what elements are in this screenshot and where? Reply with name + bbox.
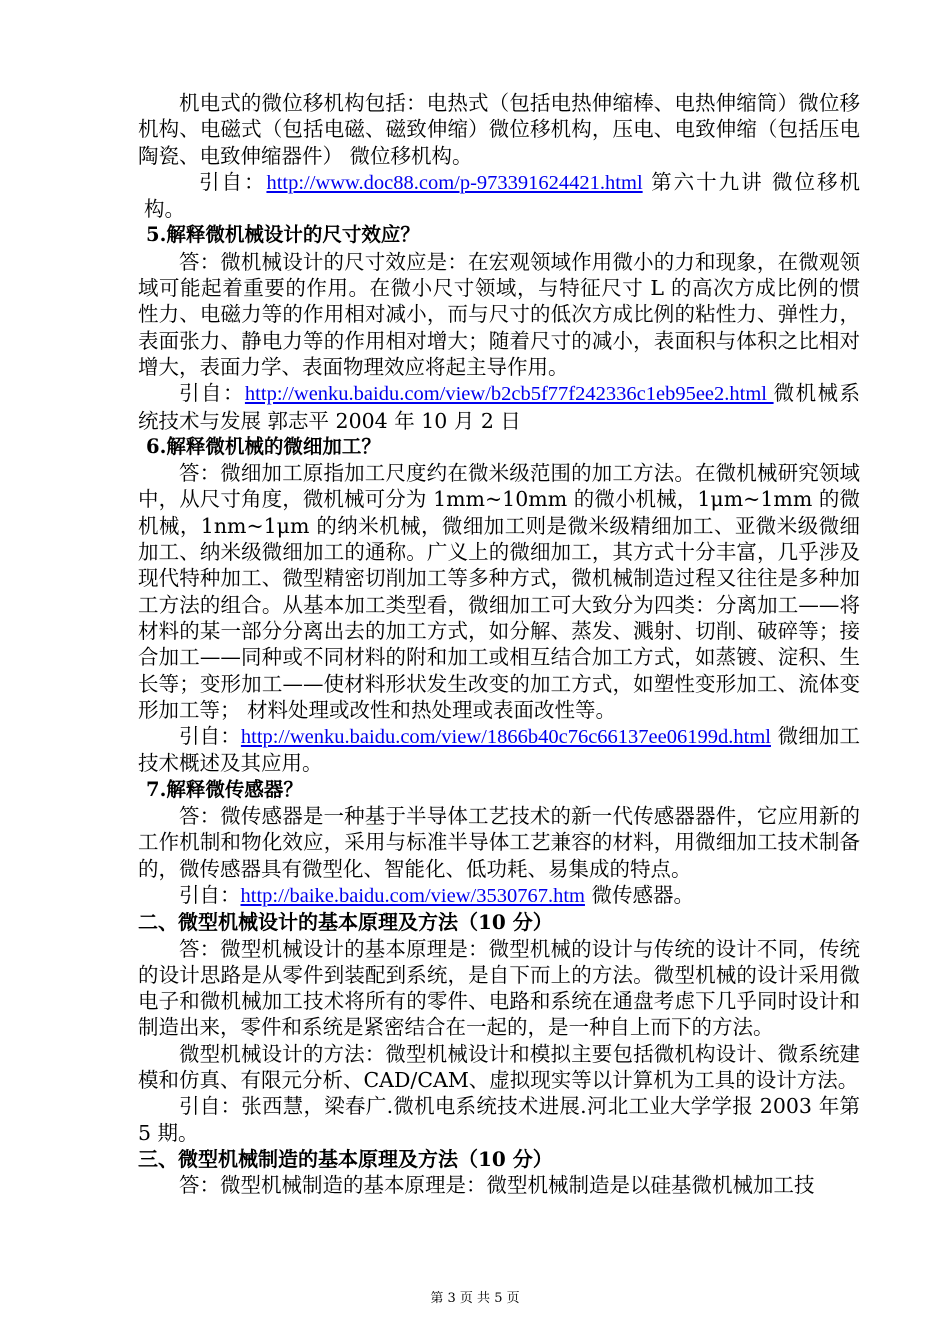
document-body <box>138 90 860 1198</box>
citation-2-source: 微机械系统技术与发展 郭志平 2004 年 10 月 2 日 <box>138 381 861 433</box>
citation-1-source: 第六十九讲 微位移机构。 <box>144 169 860 222</box>
citation-1-prefix: 引自： <box>199 169 267 194</box>
citation-2-link[interactable]: http://wenku.baidu.com/view/b2cb5f77f242336c1eb95ee2.html <box>244 383 774 406</box>
question-5-heading: 5.解释微机械设计的尺寸效应？ <box>146 223 420 247</box>
answer-6: 答：微细加工原指加工尺度约在微米级范围的加工方法。在微机械研究领域中，从尺寸角度，微机械可分为 1mm~10mm 的微小机械，1μm~1mm 的微机械，1nm~1μm 的纳米机械，微细加工则是微米级精细加工、亚微米级微细加工、纳米级微细加工的通称。广义上的微细加工，其方式十分丰富，几乎涉及现代特种加工、微型精密切削加工等多种方式，微机械制造过程又往往是多种加工方法的组合。从基本加工类型看，微细加工可大致分为四类：分离加工——将材料的某一部分分离出去的加工方式，如分解、蒸发、溅射、切削、破碎等；接合加工——同种或不同材料的附和加工或相互结合加工方式，如蒸镀、淀积、生长等；变形加工——使材料形状发生改变的加工方式，如塑性变形加工、流体变形加工等； 材料处理或改性和热处理或表面改性等。 <box>138 461 860 722</box>
citation-3-prefix: 引自： <box>179 724 241 749</box>
question-6-heading: 6.解释微机械的微细加工？ <box>146 434 381 458</box>
page-footer: 第 3 页 共 5 页 <box>430 1291 520 1306</box>
citation-1-link[interactable]: http://www.doc88.com/p-973391624421.html <box>266 171 643 194</box>
section-2-heading: 二、微型机械设计的基本原理及方法（10 分） <box>138 910 553 935</box>
question-7-heading: 7.解释微传感器？ <box>146 777 303 801</box>
section-3-heading: 三、微型机械制造的基本原理及方法（10 分） <box>138 1146 553 1171</box>
paragraph-micro-displacement: 机电式的微位移机构包括：电热式（包括电热伸缩棒、电热伸缩筒）微位移机构、电磁式（包括电磁、磁致伸缩）微位移机构，压电、电致伸缩（包括压电陶瓷、电致伸缩器件） 微位移机构。 <box>138 91 860 168</box>
answer-5: 答：微机械设计的尺寸效应是：在宏观领域作用微小的力和现象，在微观领域可能起着重要的作用。在微小尺寸领域，与特征尺寸 L 的高次方成比例的惯性力、电磁力等的作用相对减小，而与尺寸的低次方成比例的粘性力、弹性力，表面张力、静电力等的作用相对增大；随着尺寸的减小，表面积与体积之比相对增大，表面力学、表面物理效应将起主导作用。 <box>138 249 860 379</box>
citation-3-source: 微细加工技术概述及其应用。 <box>138 724 860 776</box>
citation-5: 引自：张西慧，梁春广.微机电系统技术进展.河北工业大学学报 2003 年第 5 期。 <box>138 1094 860 1145</box>
answer-7: 答：微传感器是一种基于半导体工艺技术的新一代传感器器件，它应用新的工作机制和物化效应，采用与标准半导体工艺兼容的材料，用微细加工技术制备的，微传感器具有微型化、智能化、低功耗、易集成的特点。 <box>138 804 860 881</box>
citation-3 <box>138 723 860 777</box>
citation-3-link[interactable]: http://wenku.baidu.com/view/1866b40c76c66137ee06199d.html <box>240 726 771 749</box>
citation-4-link[interactable]: http://baike.baidu.com/view/3530767.htm <box>240 884 585 907</box>
citation-2-prefix: 引自： <box>179 381 245 406</box>
citation-2 <box>138 380 860 434</box>
citation-4-source: 微传感器。 <box>584 882 694 907</box>
section-3-answer-principle: 答：微型机械制造的基本原理是：微型机械制造是以硅基微机械加工技 <box>179 1173 815 1198</box>
section-2-answer-principle: 答：微型机械设计的基本原理是：微型机械的设计与传统的设计不同，传统的设计思路是从零件到装配到系统，是自下而上的方法。微型机械的设计采用微电子和微机械加工技术将所有的零件、电路和系统在通盘考虑下几乎同时设计和制造出来，零件和系统是紧密结合在一起的，是一种自上而下的方法。 <box>138 936 860 1040</box>
section-2-answer-method: 微型机械设计的方法：微型机械设计和模拟主要包括微机构设计、微系统建模和仿真、有限元分析、CAD/CAM、虚拟现实等以计算机为工具的设计方法。 <box>138 1041 860 1092</box>
citation-4 <box>138 882 860 909</box>
citation-4-prefix: 引自： <box>179 882 241 907</box>
citation-1 <box>138 169 860 223</box>
